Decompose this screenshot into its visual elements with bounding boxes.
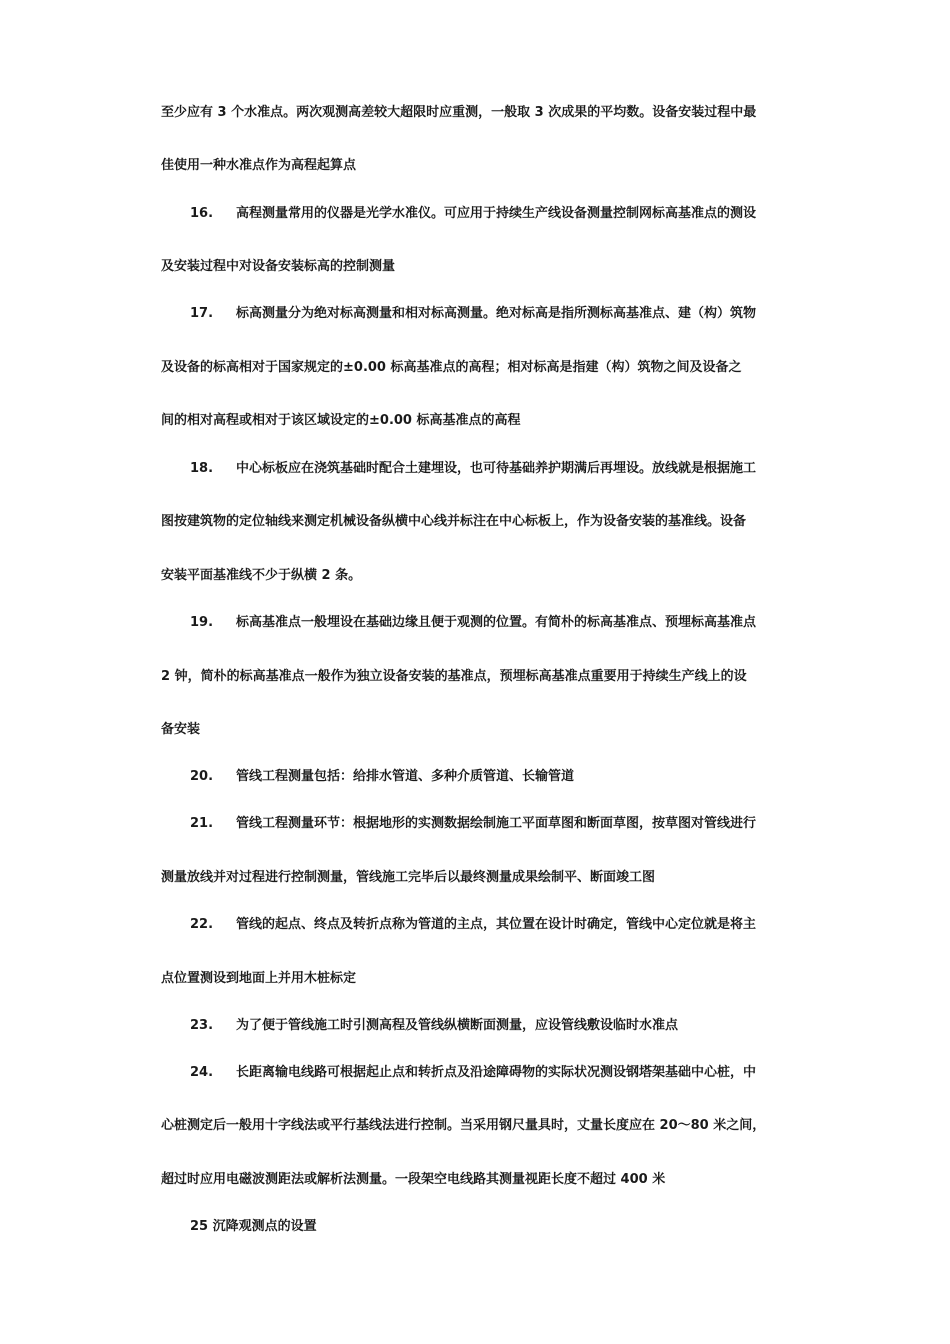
numbered-item [190,205,756,223]
text-line: 间的相对高程或相对于该区域设定的±0.00 标高基准点的高程 [161,413,521,428]
text-line: 备安装 [161,722,201,737]
item-number: 23. [190,1018,214,1033]
numbered-item [190,1017,678,1035]
text-line: 及安装过程中对设备安装标高的控制测量 [161,259,396,274]
item-text: 长距离输电线路可根据起止点和转折点及沿途障碍物的实际状况测设钢塔架基础中心桩，中 [236,1065,757,1080]
text-line: 佳使用一种水准点作为高程起算点 [161,158,357,173]
numbered-item [190,1064,756,1082]
numbered-item [190,768,574,786]
text-line: 测量放线并对过程进行控制测量，管线施工完毕后以最终测量成果绘制平、断面竣工图 [161,870,656,885]
text-line: 安装平面基准线不少于纵横 2 条。 [161,568,362,583]
text-line: 点位置测设到地面上并用木桩标定 [161,971,357,986]
text-line: 至少应有 3 个水准点。两次观测高差较大超限时应重测，一般取 3 次成果的平均数。设备安装过程中最 [161,105,757,120]
text-line: 及设备的标高相对于国家规定的±0.00 标高基准点的高程；相对标高是指建（构）筑物之间及设备之 [161,360,742,375]
item-number: 18. [190,461,214,476]
item-text: 管线工程测量包括：给排水管道、多种介质管道、长输管道 [236,769,575,784]
numbered-item [190,916,756,934]
item-number: 17. [190,306,214,321]
section-heading: 25 沉降观测点的设置 [190,1219,317,1234]
item-number: 19. [190,615,214,630]
text-line: 心桩测定后一般用十字线法或平行基线法进行控制。当采用钢尺量具时，丈量长度应在 20～80 米之间， [161,1118,766,1133]
item-text: 标高基准点一般埋设在基础边缘且便于观测的位置。有简朴的标高基准点、预埋标高基准点 [236,615,757,630]
text-line: 超过时应用电磁波测距法或解析法测量。一段架空电线路其测量视距长度不超过 400 米 [161,1172,666,1187]
numbered-item [190,460,756,478]
item-text: 标高测量分为绝对标高测量和相对标高测量。绝对标高是指所测标高基准点、建（构）筑物 [236,306,757,321]
text-line: 图按建筑物的定位轴线来测定机械设备纵横中心线并标注在中心标板上，作为设备安装的基准线。设备 [161,514,747,529]
item-number: 21. [190,816,214,831]
numbered-item [190,614,756,632]
item-number: 16. [190,206,214,221]
item-number: 20. [190,769,214,784]
item-number: 24. [190,1065,214,1080]
item-text: 为了便于管线施工时引测高程及管线纵横断面测量，应设管线敷设临时水准点 [236,1018,679,1033]
item-text: 管线工程测量环节：根据地形的实测数据绘制施工平面草图和断面草图，按草图对管线进行 [236,816,757,831]
numbered-item [190,305,756,323]
item-text: 管线的起点、终点及转折点称为管道的主点，其位置在设计时确定，管线中心定位就是将主 [236,917,757,932]
item-text: 高程测量常用的仪器是光学水准仪。可应用于持续生产线设备测量控制网标高基准点的测设 [236,206,757,221]
numbered-item [190,815,756,833]
item-number: 22. [190,917,214,932]
text-line: 2 钟，简朴的标高基准点一般作为独立设备安装的基准点，预埋标高基准点重要用于持续生产线上的设 [161,669,747,684]
item-text: 中心标板应在浇筑基础时配合土建埋设，也可待基础养护期满后再埋设。放线就是根据施工 [236,461,757,476]
